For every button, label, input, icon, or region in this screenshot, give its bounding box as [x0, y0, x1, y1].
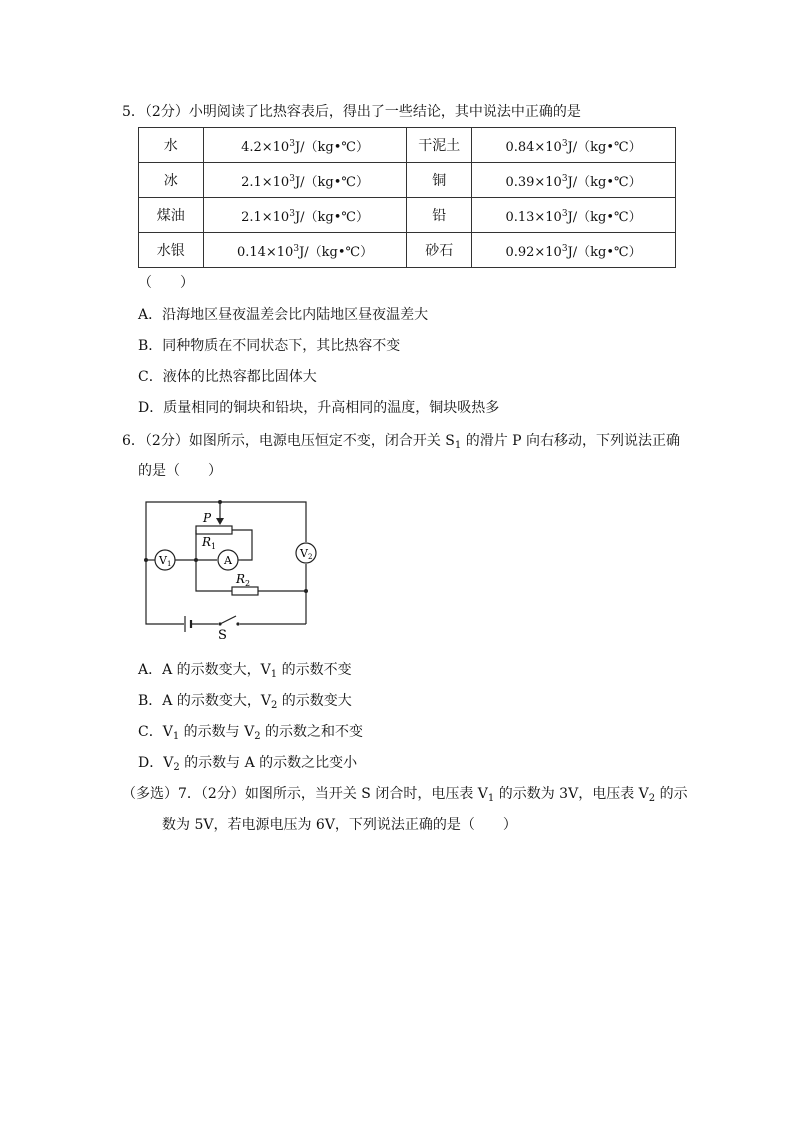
specific-heat-value	[203, 128, 407, 163]
r1-label	[201, 535, 216, 551]
junction-dot	[304, 589, 308, 593]
q6-c-post: 的示数与 V	[179, 724, 255, 740]
v2-label	[299, 547, 312, 561]
q6-stem-post: 的滑片 P 向右移动，下列说法正确	[461, 433, 681, 449]
v2-sub: 2	[307, 553, 313, 561]
q7-tag: （多选）	[122, 786, 178, 802]
q5-stem: 5．（2分）小明阅读了比热容表后，得出了一些结论，其中说法中正确的是	[122, 104, 581, 120]
value-coefficient: 2.1×10	[241, 209, 290, 225]
table-row	[139, 163, 676, 198]
q6-d-sub: 2	[173, 762, 180, 773]
value-unit: J/（kg•℃）	[294, 174, 369, 190]
q6-score: （2分）	[144, 433, 189, 449]
value-exponent: 3	[561, 243, 568, 254]
q5-number: 5	[122, 104, 131, 120]
q5-option-d: D．质量相同的铜块和铅块，升高相同的温度，铜块吸热多	[138, 400, 500, 416]
table-row	[139, 128, 676, 163]
substance-name: 冰	[139, 163, 204, 198]
q6-d-post: 的示数与 A 的示数之比变小	[179, 755, 358, 771]
q6-stem: 6．（2分）如图所示，电源电压恒定不变，闭合开关 $S_1$ 的滑片 P 向右移动，下列说法正确	[122, 433, 681, 451]
specific-heat-value	[203, 163, 407, 198]
value-unit: J/（kg•℃）	[567, 174, 642, 190]
q5-option-c: C．液体的比热容都比固体大	[138, 369, 317, 385]
value-unit: J/（kg•℃）	[299, 244, 374, 260]
value-unit: J/（kg•℃）	[294, 209, 369, 225]
specific-heat-value	[203, 198, 407, 233]
switch-contact	[236, 622, 239, 625]
junction-dot	[218, 500, 222, 504]
value-unit: J/（kg•℃）	[567, 209, 642, 225]
q6-b-pre: B．A 的示数变大，V	[138, 693, 271, 709]
q5-blank: （ ）	[138, 275, 194, 291]
q6-c-sub: 1	[172, 731, 180, 742]
q6-b-sub: 2	[270, 700, 278, 711]
slider-arrow	[216, 518, 224, 525]
v1-sub: 1	[166, 560, 172, 568]
specific-heat-value	[203, 233, 407, 268]
q7-line1-sub2: 2	[648, 793, 656, 804]
switch-blade	[220, 616, 236, 624]
q7-line2: 数为 5V，若电源电压为 6V，下列说法正确的是（ ）	[162, 817, 517, 833]
q7-line1-pre: 如图所示，当开关 S 闭合时，电压表 V	[244, 786, 488, 802]
resistor-r2	[232, 587, 258, 595]
value-unit: J/（kg•℃）	[294, 139, 369, 155]
r1-letter: R	[202, 535, 212, 549]
q6-stem-line2: 的是（ ）	[138, 463, 222, 479]
table-row	[139, 198, 676, 233]
v1-letter: V	[159, 554, 167, 567]
circuit-diagram	[136, 494, 336, 644]
substance-name: 砂石	[407, 233, 472, 268]
value-coefficient: 0.13×10	[505, 209, 562, 225]
r1-sub: 1	[211, 542, 217, 551]
v2-letter: V	[300, 547, 308, 560]
q5-option-b: B．同种物质在不同状态下，其比热容不变	[138, 338, 401, 354]
value-exponent: 3	[561, 138, 568, 149]
q5-option-a: A．沿海地区昼夜温差会比内陆地区昼夜温差大	[138, 307, 429, 323]
ammeter-label: A	[224, 554, 232, 567]
substance-name: 铅	[407, 198, 472, 233]
substance-name: 水银	[139, 233, 204, 268]
table-row	[139, 233, 676, 268]
value-coefficient: 2.1×10	[241, 174, 290, 190]
q5-stem-text: 小明阅读了比热容表后，得出了一些结论，其中说法中正确的是	[188, 104, 581, 120]
q6-a-post: 的示数不变	[277, 662, 352, 678]
value-coefficient: 0.92×10	[505, 244, 562, 260]
q7-number: 7	[178, 786, 187, 802]
q7-line1: （多选）7．（2分）如图所示，当开关 S 闭合时，电压表 $V_1$ 的示数为 3V，电压表 $V_2$ 的示	[122, 786, 688, 804]
q6-c-sub2: 2	[254, 731, 261, 742]
slider-label: P	[203, 511, 212, 525]
value-coefficient: 0.39×10	[505, 174, 562, 190]
q6-stem-pre: 如图所示，电源电压恒定不变，闭合开关 S	[188, 433, 455, 449]
q6-a-sub: 1	[270, 669, 278, 680]
q7-line1-sub1: 1	[487, 793, 495, 804]
specific-heat-value	[472, 198, 676, 233]
substance-name: 煤油	[139, 198, 204, 233]
value-coefficient: 4.2×10	[241, 139, 290, 155]
value-coefficient: 0.14×10	[236, 244, 294, 260]
q6-c-post2: 的示数之和不变	[260, 724, 364, 740]
substance-name: 铜	[407, 163, 472, 198]
value-unit: J/（kg•℃）	[567, 244, 642, 260]
q6-b-post: 的示数变大	[277, 693, 352, 709]
q6-c-pre: C．V	[138, 724, 173, 740]
r2-letter: R	[236, 572, 246, 586]
q6-option-d	[138, 755, 357, 771]
q6-option-b	[138, 693, 352, 709]
value-exponent: 3	[289, 138, 295, 149]
q6-number: 6	[122, 433, 131, 449]
specific-heat-value	[472, 233, 676, 268]
junction-dot	[194, 558, 198, 562]
q6-stem-sub: 1	[454, 440, 462, 451]
q6-option-a	[138, 662, 352, 678]
q5-score: （2分）	[144, 104, 189, 120]
value-exponent: 3	[561, 208, 568, 219]
specific-heat-value	[472, 128, 676, 163]
q7-line1-mid: 的示数为 3V，电压表 V	[494, 786, 649, 802]
value-exponent: 3	[561, 173, 568, 184]
q7-score: （2分）	[200, 786, 245, 802]
junction-dot	[144, 558, 148, 562]
r2-sub: 2	[245, 579, 251, 588]
q6-option-c	[138, 724, 363, 740]
value-exponent: 3	[289, 173, 295, 184]
value-exponent: 3	[293, 243, 300, 254]
q6-d-pre: D．V	[138, 755, 174, 771]
specific-heat-value	[472, 163, 676, 198]
specific-heat-table	[138, 127, 676, 268]
q7-line1-post: 的示	[655, 786, 688, 802]
value-coefficient: 0.84×10	[505, 139, 562, 155]
v1-label	[158, 554, 171, 568]
q6-a-pre: A．A 的示数变大，V	[138, 662, 271, 678]
value-exponent: 3	[289, 208, 295, 219]
rheostat-r1	[196, 526, 232, 534]
substance-name: 水	[139, 128, 204, 163]
wire-r1-right	[232, 530, 252, 560]
value-unit: J/（kg•℃）	[567, 139, 642, 155]
r2-label	[235, 572, 250, 588]
substance-name: 干泥土	[407, 128, 472, 163]
switch-label: S	[218, 628, 227, 643]
